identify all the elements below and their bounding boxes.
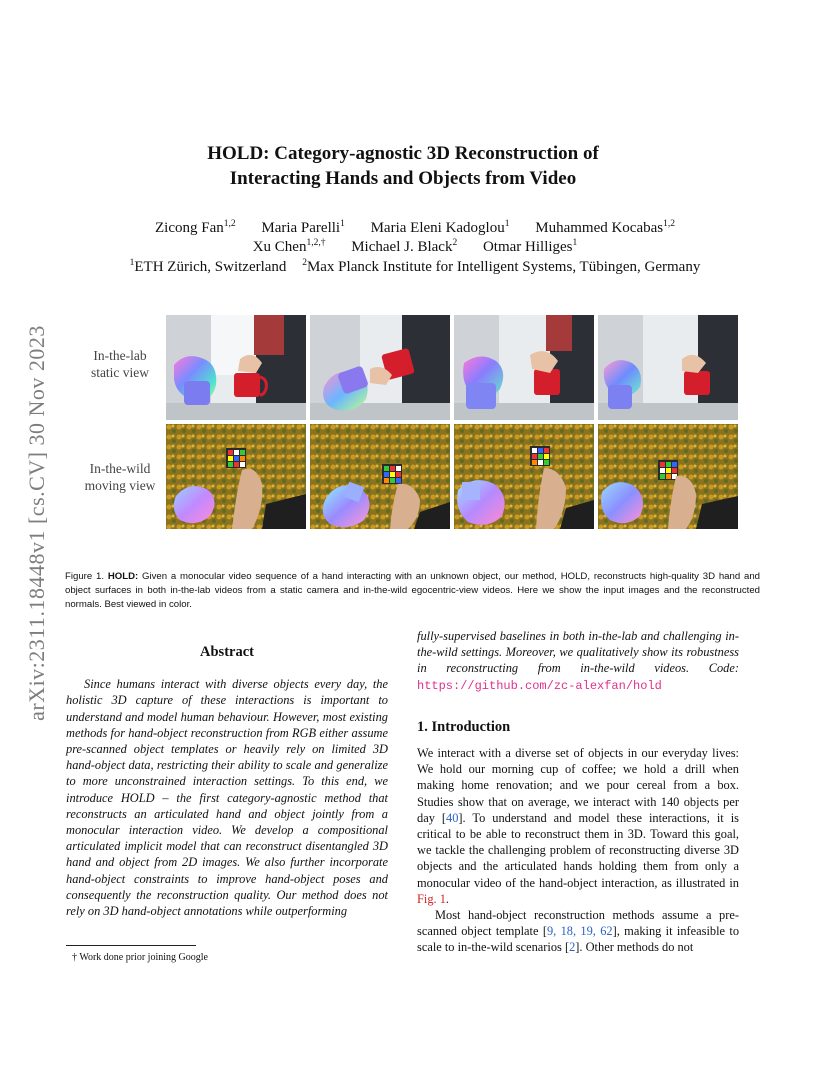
author: Michael J. Black$^2$: [351, 238, 458, 255]
citation-link[interactable]: 40: [446, 810, 459, 825]
title-line-1: HOLD: Category-agnostic 3D Reconstruction of: [207, 143, 599, 164]
author: Otmar Hilliges$^1$: [482, 238, 578, 255]
author: Zicong Fan$^{1,2}$: [154, 219, 236, 236]
author: Maria Eleni Kadoglou$^1$: [370, 219, 510, 236]
abstract-heading: Abstract: [200, 644, 254, 660]
right-column: [417, 628, 739, 956]
affiliation: $^2$Max Planck Institute for Intelligent Systems, Tübingen, Germany: [302, 258, 701, 275]
lab-panel-3: [454, 315, 594, 420]
abstract-continued: fully-supervised baselines in both in-the-lab and challenging in-the-wild settings. Moreover, we qualitatively show its robustness in reconstructing from in-the-wild videos. Code: https://github.com/zc-alexfan/hold: [417, 629, 739, 693]
lab-scene-image: [310, 315, 450, 420]
abstract-body: Since humans interact with diverse objects every day, the holistic 3D capture of these interactions is important to understand and model human behaviour. However, most existing methods for hand-object reconstruction from RGB either assume pre-scanned object templates or heavily rely on limited 3D hand-object data, restricting their ability to scale and generalize to more unconstrained interaction settings. To this end, we introduce HOLD – the first category-agnostic method that reconstructs an articulated hand and object jointly from a monocular interaction video. We develop a compositional articulated implicit model that can reconstruct disentangled 3D hand and object from 2D images. We also further incorporate hand-object constraints to improve hand-object poses and consequently the reconstruction quality. Our method does not rely on 3D hand-object annotations while outperforming: [66, 677, 388, 919]
title-line-2: Interacting Hands and Objects from Video: [229, 168, 577, 189]
figure-reference-link[interactable]: Fig. 1: [417, 891, 446, 906]
lab-panel-1: [166, 315, 306, 420]
affiliation: $^1$ETH Zürich, Switzerland: [129, 258, 287, 275]
paper-title: [100, 141, 706, 191]
figure-caption: Figure 1. HOLD: Given a monocular video sequence of a hand interacting with an unknown object, our method, HOLD, reconstructs high-quality 3D hand and object surfaces in both in-the-lab videos from a static camera and in-the-wild egocentric-view videos. Here we show the input images and the reconstructed normals. Best viewed in color.: [65, 571, 760, 610]
wild-scene-image: [598, 424, 738, 529]
row-label-in-the-lab: In-the-lab static view: [90, 348, 150, 380]
arxiv-id: arXiv:2311.18448v1 [cs.CV] 30 Nov 2023: [24, 325, 50, 721]
author-list-row-1: [60, 219, 770, 238]
intro-paragraph-2: Most hand-object reconstruction methods assume a pre-scanned object template [9, 18, 19, 62], making it infeasible to scale to in-the-wild scenarios [2]. Other methods do not: [417, 908, 740, 955]
citation-link[interactable]: 9, 18, 19, 62: [546, 924, 613, 939]
author: Maria Parelli$^1$: [261, 219, 345, 236]
lab-panel-2: [310, 315, 450, 420]
wild-panel-1: [166, 424, 306, 529]
author: Xu Chen$^{1,2,\dagger}$: [252, 238, 326, 255]
introduction-heading: 1. Introduction: [417, 718, 511, 735]
lab-scene-image: [454, 315, 594, 420]
footnote-rule: [66, 945, 196, 946]
code-link[interactable]: https://github.com/zc-alexfan/hold: [417, 678, 662, 693]
wild-panel-2: [310, 424, 450, 529]
wild-panel-4: [598, 424, 738, 529]
author-list-row-2: [60, 238, 770, 257]
left-column: [66, 644, 388, 919]
wild-scene-image: [454, 424, 594, 529]
figure-1: [76, 315, 738, 529]
lab-panel-4: [598, 315, 738, 420]
citation-link[interactable]: 2: [569, 940, 576, 955]
wild-panel-3: [454, 424, 594, 529]
lab-scene-image: [598, 315, 738, 420]
row-label-in-the-wild: In-the-wild moving view: [84, 461, 156, 493]
footnote: † Work done prior joining Google: [72, 952, 208, 963]
affiliations: [60, 258, 770, 277]
wild-scene-image: [166, 424, 306, 529]
lab-scene-image: [166, 315, 306, 420]
wild-scene-image: [310, 424, 450, 529]
author: Muhammed Kocabas$^{1,2}$: [535, 219, 675, 236]
intro-paragraph-1: We interact with a diverse set of objects in our everyday lives: We hold our morning cup of coffee; we hold a drill when making home renovation; and we pour cereal from a box. Studies show that on average, we interact with 140 objects per day [40]. To understand and model these interactions, it is critical to be able to reconstruct them in 3D. Toward this goal, we tackle the challenging problem of reconstructing diverse 3D objects and the articulated hands holding them from only a monocular video of the hand-object interaction, as illustrated in Fig. 1.: [417, 746, 739, 906]
arxiv-stamp: [24, 283, 50, 763]
